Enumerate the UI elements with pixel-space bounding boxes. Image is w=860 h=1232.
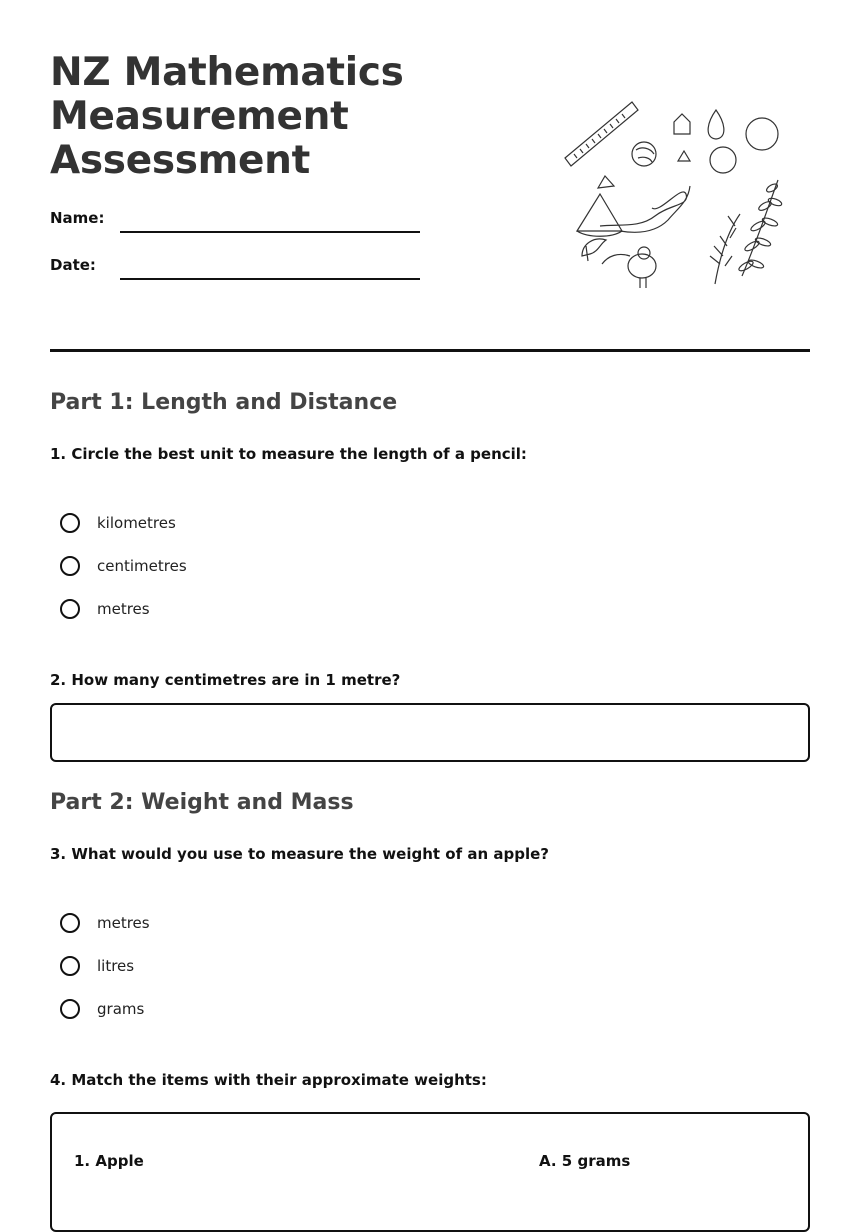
radio-circle-icon[interactable] <box>60 999 80 1019</box>
radio-circle-icon[interactable] <box>60 513 80 533</box>
question-4: 4. Match the items with their approximate weights: <box>50 1071 487 1089</box>
option-centimetres[interactable] <box>60 554 187 578</box>
small-triangle-icon <box>678 151 690 161</box>
title-line: Assessment <box>50 138 310 183</box>
mushroom-icon <box>582 239 606 261</box>
question-2: 2. How many centimetres are in 1 metre? <box>50 671 401 689</box>
house-shape-icon <box>674 114 690 134</box>
radio-circle-icon[interactable] <box>60 599 80 619</box>
circle-shape-icon <box>746 118 778 150</box>
radio-circle-icon[interactable] <box>60 556 80 576</box>
question-3: 3. What would you use to measure the weight of an apple? <box>50 845 549 863</box>
triangle-icon <box>598 176 614 188</box>
answer-input-q2[interactable] <box>50 703 810 762</box>
ribbon-icon <box>600 186 690 232</box>
part2-heading: Part 2: Weight and Mass <box>50 790 354 815</box>
drop-shape-icon <box>708 110 724 139</box>
match-item-left: 1. Apple <box>74 1152 144 1170</box>
section-divider <box>50 349 810 352</box>
date-field[interactable] <box>120 278 420 280</box>
part1-heading: Part 1: Length and Distance <box>50 390 398 415</box>
measurement-doodles-icon <box>560 96 785 296</box>
shell-icon <box>632 142 656 166</box>
option-metres[interactable] <box>60 597 150 621</box>
option-grams[interactable] <box>60 997 144 1021</box>
name-label: Name: <box>50 209 105 227</box>
title-line: NZ Mathematics <box>50 50 404 95</box>
kiwi-bird-icon <box>602 247 656 288</box>
option-label: metres <box>97 600 150 618</box>
option-label: metres <box>97 914 150 932</box>
option-kilometres[interactable] <box>60 511 176 535</box>
option-litres[interactable] <box>60 954 134 978</box>
matching-box <box>50 1112 810 1232</box>
name-field[interactable] <box>120 231 420 233</box>
date-label: Date: <box>50 256 96 274</box>
match-item-right: A. 5 grams <box>539 1152 631 1170</box>
page-title <box>50 51 404 183</box>
option-label: litres <box>97 957 135 975</box>
ruler-icon <box>565 102 638 166</box>
circle-shape-icon <box>710 147 736 173</box>
leafy-branch-icon <box>738 180 783 276</box>
option-label: centimetres <box>97 557 187 575</box>
question-1: 1. Circle the best unit to measure the length of a pencil: <box>50 445 527 463</box>
option-label: grams <box>97 1000 145 1018</box>
title-line: Measurement <box>50 94 349 139</box>
option-label: kilometres <box>97 514 176 532</box>
radio-circle-icon[interactable] <box>60 913 80 933</box>
fern-icon <box>710 214 740 284</box>
radio-circle-icon[interactable] <box>60 956 80 976</box>
option-metres[interactable] <box>60 911 150 935</box>
